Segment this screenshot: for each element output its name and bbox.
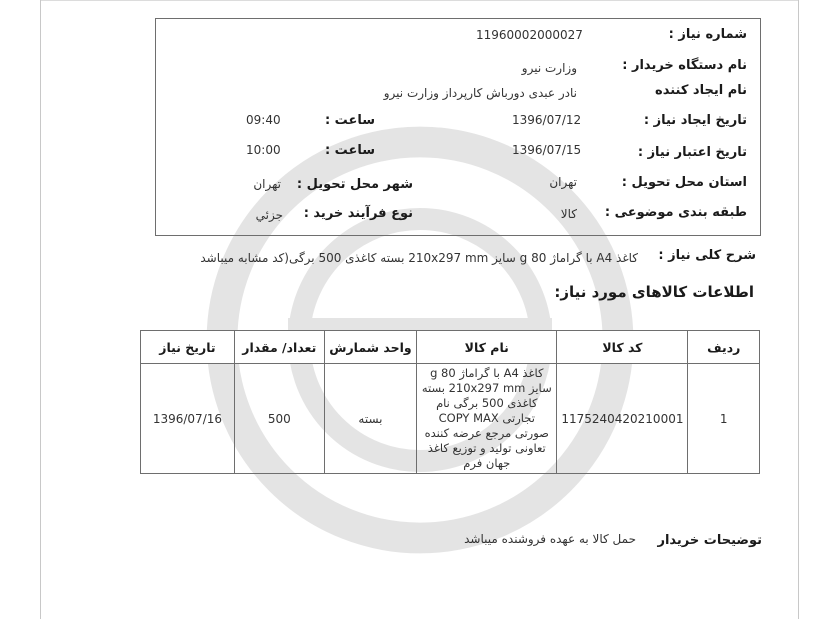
created-time-label: ساعت : <box>324 113 375 128</box>
cell-date: 1396/07/16 <box>141 364 235 474</box>
need-number-value: 11960002000027 <box>476 28 583 42</box>
goods-table <box>140 330 760 474</box>
buyer-notes-label: توضیحات خریدار <box>657 533 762 548</box>
description-label: شرح کلی نیاز : <box>658 248 756 263</box>
page-frame-left <box>40 0 41 619</box>
col-header-unit: واحد شمارش <box>324 331 417 364</box>
created-date-label: تاریخ ایجاد نیاز : <box>643 113 747 128</box>
col-header-date: تاریخ نیاز <box>141 331 235 364</box>
buyer-notes-text: حمل کالا به عهده فروشنده میباشد <box>464 532 636 546</box>
page-frame-top <box>40 0 799 1</box>
need-number-label: شماره نیاز : <box>668 27 747 42</box>
col-header-name: نام کالا <box>417 331 557 364</box>
delivery-province-label: استان محل تحویل : <box>621 175 747 190</box>
validity-date-label: تاریخ اعتبار نیاز : <box>637 145 747 160</box>
delivery-province-value: تهران <box>549 175 577 189</box>
cell-code: 1175240420210001 <box>557 364 688 474</box>
cell-quantity: 500 <box>234 364 324 474</box>
need-info-box <box>155 18 761 236</box>
validity-time-value: 10:00 <box>246 143 281 157</box>
category-label: طبقه بندی موضوعی : <box>604 205 747 220</box>
validity-date-value: 1396/07/15 <box>512 143 582 157</box>
created-date-value: 1396/07/12 <box>512 113 582 127</box>
created-time-value: 09:40 <box>246 113 281 127</box>
validity-time-label: ساعت : <box>324 143 375 158</box>
cell-unit: بسته <box>324 364 417 474</box>
goods-section-title: اطلاعات کالاهای مورد نیاز: <box>554 283 754 301</box>
cell-name: کاغذ A4 با گراماژ 80 g سایز 210x297 mm بسته کاغذی 500 برگی نام تجارتی COPY MAX صورتی مرجع عرضه کننده تعاونی تولید و توزیع کاغذ جهان فرم <box>417 364 557 474</box>
process-type-label: نوع فرآیند خرید : <box>303 206 413 221</box>
process-type-value: جزئي <box>255 208 283 222</box>
description-text: کاغذ A4 با گراماژ 80 g سایز 210x297 mm بسته کاغذی 500 برگی(کد مشابه میباشد <box>200 251 638 265</box>
col-header-code: کد کالا <box>557 331 688 364</box>
delivery-city-label: شهر محل تحویل : <box>296 177 413 192</box>
col-header-quantity: تعداد/ مقدار <box>234 331 324 364</box>
goods-table-header-row <box>141 331 760 364</box>
table-row <box>141 364 760 474</box>
page-frame-right <box>798 0 799 619</box>
delivery-city-value: تهران <box>253 177 281 191</box>
creator-label: نام ایجاد کننده <box>655 83 747 98</box>
col-header-row-number: ردیف <box>688 331 760 364</box>
creator-value: نادر عبدی دورباش کارپرداز وزارت نیرو <box>383 86 577 100</box>
category-value: کالا <box>560 207 577 221</box>
buyer-org-label: نام دستگاه خریدار : <box>622 58 747 73</box>
buyer-org-value: وزارت نیرو <box>521 61 577 75</box>
cell-row-number: 1 <box>688 364 760 474</box>
